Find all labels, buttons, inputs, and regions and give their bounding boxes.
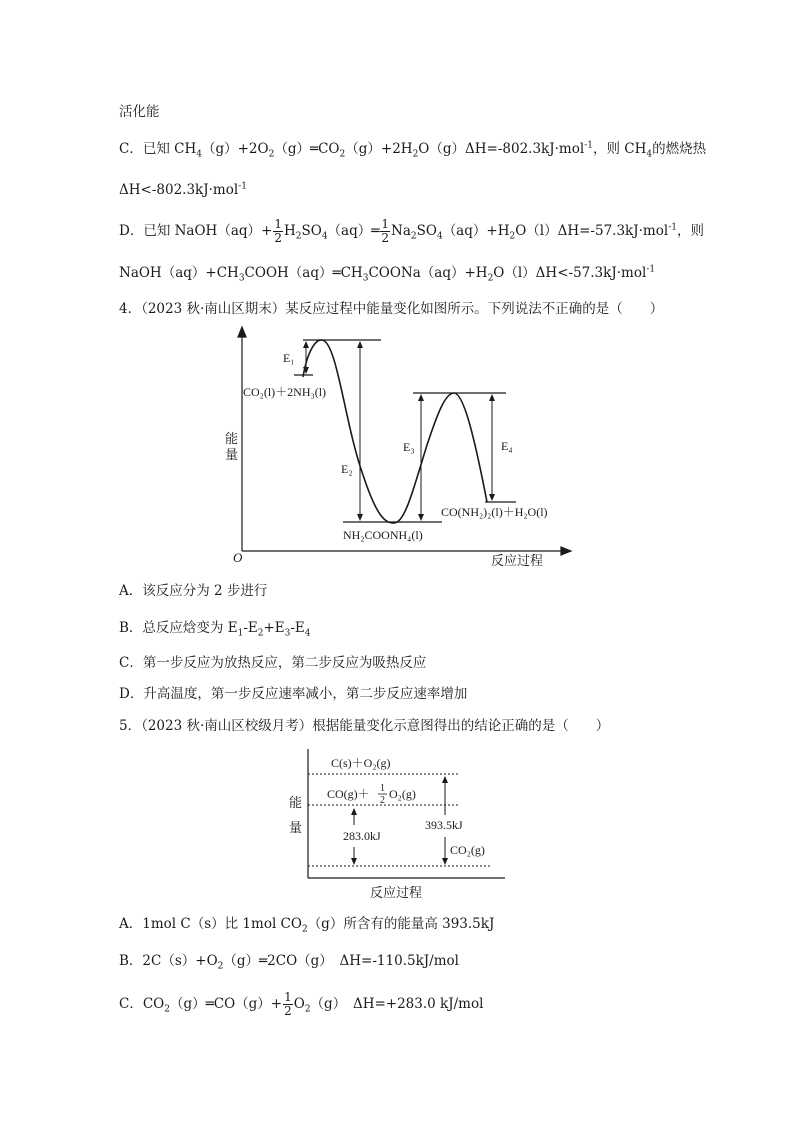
label-mid-a: CO(g)＋: [327, 787, 370, 801]
q5-option-a: A．1mol C（s）比 1mol $CO_2(g)$所含有的能量高 393.5kJ: [119, 916, 495, 935]
text-activation-energy: 活化能: [119, 104, 160, 120]
fraction-half: $\frac{1}{2}$: [274, 217, 282, 245]
q4-option-d: D．升高温度，第一步反应速率减小，第二步反应速率增加: [119, 686, 468, 702]
q5-option-b: B．$2C(s)+O_2(g)═2CO(g)$ ΔH=-110.5kJ/mol: [119, 953, 459, 972]
y-axis-label-1: 能: [289, 795, 303, 810]
origin-label: O: [233, 550, 243, 565]
label-393: 393.5kJ: [425, 818, 463, 832]
label-mid-den: 2: [380, 795, 385, 806]
y-axis-arrow: [238, 327, 246, 337]
q5-energy-diagram: [285, 745, 515, 905]
label-product: CO(NH₂)₂(l)＋H₂O(l): [441, 505, 548, 519]
q4-option-c: C．第一步反应为放热反应，第二步反应为吸热反应: [119, 655, 427, 671]
q3-option-d: D．已知 NaOH（aq）+ $\frac{1}{2}$ $H_2SO_4(aq)═$ $\frac{1}{2}$ $Na_2SO_4(aq)+H_2O(l)\Delta H=-57.3kJ\cdot mol^{-1}$，则: [119, 217, 704, 245]
x-axis-label: 反应过程: [491, 553, 544, 568]
q5-stem: 5．（2023 秋·南山区校级月考）根据能量变化示意图得出的结论正确的是（ ）: [119, 718, 610, 734]
q4-energy-diagram: [215, 325, 585, 573]
label-e1: E₁: [283, 351, 295, 365]
label-e4: E₄: [501, 439, 513, 453]
label-e2: E₂: [341, 462, 353, 476]
q4-stem: 4．（2023 秋·南山区期末）某反应过程中能量变化如图所示。下列说法不正确的是（ ）: [119, 301, 664, 317]
y-axis-label-2: 量: [289, 820, 303, 835]
q4-option-a: A．该反应分为 2 步进行: [119, 583, 268, 599]
y-axis-label-1: 能: [225, 431, 239, 446]
label-mid-num: 1: [380, 783, 385, 794]
label-top: C(s)＋O₂(g): [331, 756, 391, 770]
label-bottom: CO₂(g): [450, 843, 485, 857]
label-e3: E₃: [403, 440, 415, 454]
fraction-half: $\frac{1}{2}$: [284, 990, 292, 1018]
label-reactant: CO₂(l)＋2NH₃(l): [243, 385, 327, 399]
q5-option-c: C．$CO_2(g)═CO(g)+$ $\frac{1}{2}$ $O_2(g)$ ΔH=+283.0 kJ/mol: [119, 990, 484, 1018]
label-mid-b: O₂(g): [389, 787, 416, 801]
x-axis-arrow: [561, 547, 571, 555]
q3-option-c: C．已知 $CH_4(g)+2O_2(g)═CO_2(g)+2H_2O(g)\Delta H=-802.3kJ\cdot mol^{-1}$，则 $CH_4$的燃烧热: [119, 140, 707, 160]
energy-curve: [303, 340, 487, 523]
q3-option-d-line2: $NaOH(aq)+CH_3COOH(aq)═CH_3COONa(aq)+H_2O(l)\Delta H<-57.3kJ\cdot mol^{-1}$: [119, 264, 656, 284]
q3-option-c-line2: ΔH<-802.3kJ·mol$^{-1}$: [119, 181, 247, 198]
label-283: 283.0kJ: [343, 829, 381, 843]
q4-option-b: B．总反应焓变为 $E_1-E_2+E_3-E_4$: [119, 620, 311, 639]
label-intermediate: NH₂COONH₄(l): [343, 528, 423, 542]
x-axis-label: 反应过程: [370, 885, 423, 900]
fraction-half: $\frac{1}{2}$: [381, 217, 390, 245]
y-axis-label-2: 量: [225, 447, 239, 462]
